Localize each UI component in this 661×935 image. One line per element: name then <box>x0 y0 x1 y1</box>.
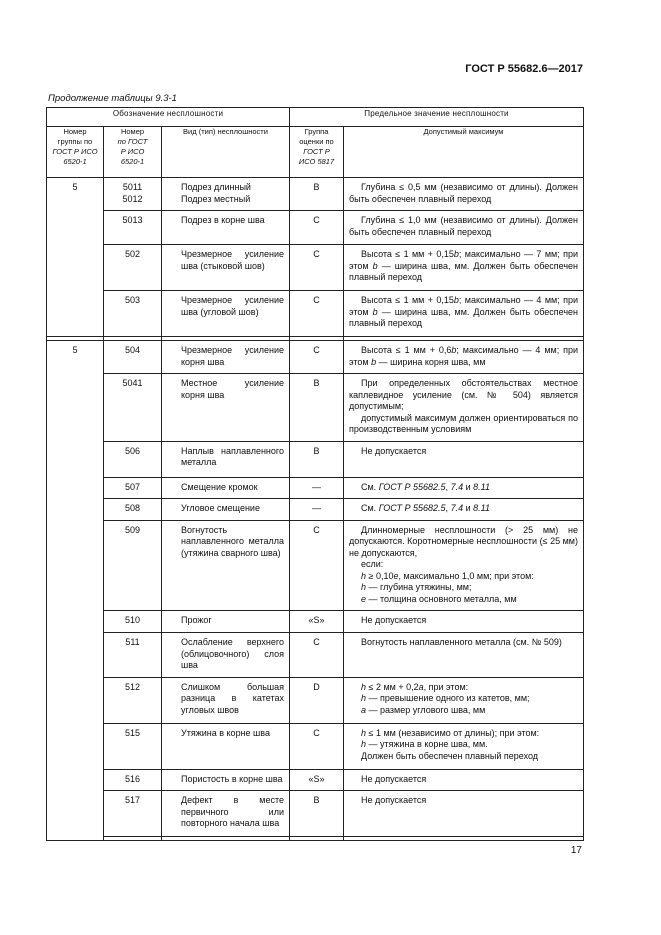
col-header-group-number: Номер группы по ГОСТ Р ИСО 6520-1 <box>47 127 104 178</box>
document-code: ГОСТ Р 55682.6—2017 <box>465 63 583 75</box>
table-row: 503 Чрезмерное усиление шва (угловой шов) C Высота ≤ 1 мм + 0,15b; максимально — 4 мм; при этом b — ширина шва, мм. Должен быть обеспечен плавный переход <box>47 291 584 337</box>
table-row: 507 Смещение кромок — См. ГОСТ Р 55682.5, 7.4 и 8.11 <box>47 477 584 499</box>
col-header-max: Допустимый максимум <box>344 127 584 178</box>
table-row: 517 Дефект в месте первичного или повторного начала шва B Не допускается <box>47 791 584 837</box>
table-row: 508 Угловое смещение — См. ГОСТ Р 55682.5, 7.4 и 8.11 <box>47 499 584 521</box>
table-row: 5013 Подрез в корне шва C Глубина ≤ 1,0 мм (независимо от длины). Должен быть обеспечен плавный переход <box>47 211 584 245</box>
col-header-grade: Группа оценки по ГОСТ Р ИСО 5817 <box>290 127 344 178</box>
table-row: 5 5011 5012 Подрез длинный Подрез местный B Глубина ≤ 0,5 мм (независимо от длины). Должен быть обеспечен плавный переход <box>47 178 584 211</box>
table-caption: Продолжение таблицы 9.3-1 <box>48 93 177 104</box>
group-number: 5 <box>47 178 104 337</box>
table-row: 516 Пористость в корне шва «S» Не допускается <box>47 769 584 791</box>
table-row: 511 Ослабление верхнего (облицовочного) слоя шва C Вогнутость наплавленного металла (см. № 509) <box>47 633 584 678</box>
imperfections-table <box>46 107 584 841</box>
table-row: 5041 Местное усиление корня шва B При определенных обстоятельствах местное каплевидное усиление (см. № 504) является допустимым; допустимый максимум должен ориентироваться по производственным условиям <box>47 374 584 442</box>
table-row: 512 Слишком большая разница в катетах угловых швов D h ≤ 2 мм + 0,2a, при этом: h — превышение одного из катетов, мм; a — размер углового шва, мм <box>47 677 584 723</box>
table-row: 510 Прожог «S» Не допускается <box>47 611 584 633</box>
group-number: 5 <box>47 341 104 841</box>
table-row: 5 504 Чрезмерное усиление корня шва C Высота ≤ 1 мм + 0,6b; максимально — 4 мм; при этом b — ширина корня шва, мм <box>47 341 584 374</box>
table-row: 506 Наплыв наплавленного металла B Не допускается <box>47 441 584 477</box>
col-header-type: Вид (тип) несплошности <box>162 127 290 178</box>
table-row: 515 Утяжина в корне шва C h ≤ 1 мм (независимо от длины); при этом: h — утяжина в корне шва, мм. Должен быть обеспечен плавный переход <box>47 723 584 769</box>
group-header-designation: Обозначение несплошности <box>47 108 290 127</box>
page-number: 17 <box>570 845 582 856</box>
table-row: 502 Чрезмерное усиление шва (стыковой шов) C Высота ≤ 1 мм + 0,15b; максимально — 7 мм; при этом b — ширина шва, мм. Должен быть обеспечен плавный переход <box>47 245 584 291</box>
table-row: 509 Вогнутость наплавленного металла (утяжина сварного шва) C Длинномерные несплошности (> 25 мм) не допускаются. Коротномерные несплошности (≤ 25 мм) не допускаются, если: h ≥ 0,10e, максимально 1,0 мм; при этом: h — глубина утяжины, мм; e — толщина основного металла, мм <box>47 520 584 611</box>
col-header-number: Номер по ГОСТ Р ИСО 6520-1 <box>104 127 162 178</box>
group-header-limit: Предельное значение несплошности <box>290 108 584 127</box>
